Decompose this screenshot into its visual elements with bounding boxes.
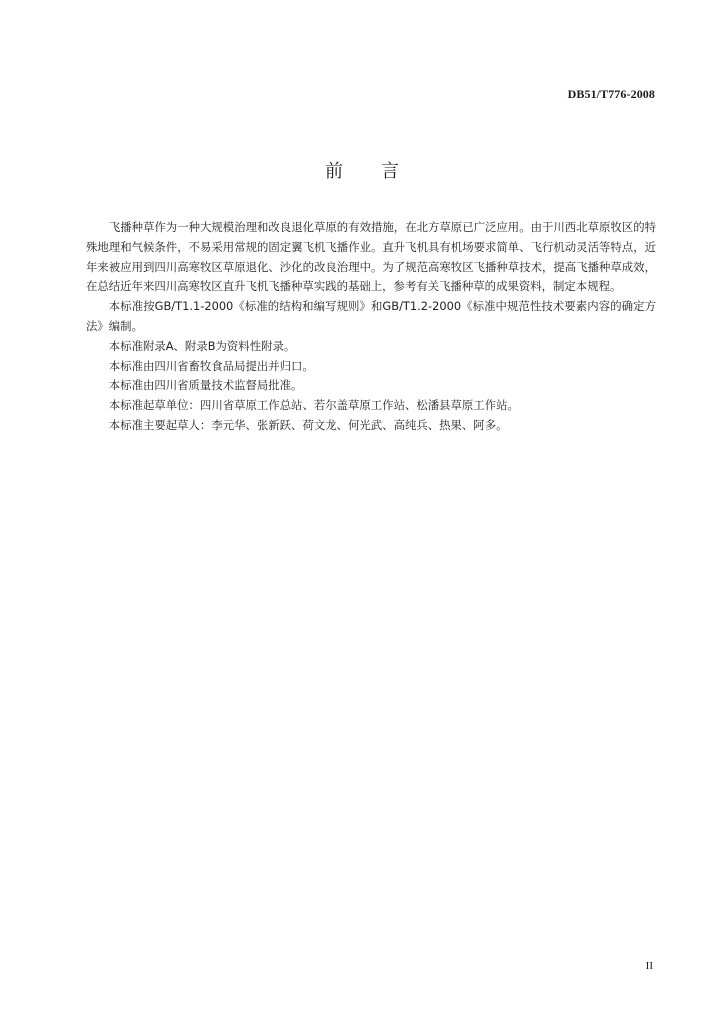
paragraph-appendix: 本标准附录A、附录B为资料性附录。 xyxy=(108,338,296,353)
paragraph-drafters: 本标准主要起草人：李元华、张新跃、荷文龙、何光武、高纯兵、热果、阿多。 xyxy=(108,417,508,432)
paragraph-drafting-units: 本标准起草单位：四川省草原工作总站、若尔盖草原工作站、松潘县草原工作站。 xyxy=(108,398,519,413)
paragraph-intro: 飞播种草作为一种大规模治理和改良退化草原的有效措施，在北方草原已广泛应用。由于川西北草原牧区的特殊地理和气候条件，不易采用常规的固定翼飞机飞播作业。直升飞机具有机场要求简单、飞行机动灵活等特点，近年来被应用到四川高寒牧区草原退化、沙化的改良治理中。为了规范高寒牧区飞播种草技术，提高飞播种草成效，在总结近年来四川高寒牧区直升飞机飞播种草实践的基础上，参考有关飞播种草的成果资料，制定本规程。 xyxy=(86,220,656,294)
standard-code: DB51/T776-2008 xyxy=(567,87,655,101)
paragraph-drafting-basis: 本标准按GB/T1.1-2000《标准的结构和编写规则》和GB/T1.2-2000《标准中规范性技术要素内容的确定方法》编制。 xyxy=(86,299,656,333)
paragraph-proposer: 本标准由四川省畜牧食品局提出并归口。 xyxy=(108,358,314,373)
page-number: II xyxy=(645,960,653,972)
page-title: 前言 xyxy=(325,161,437,182)
paragraph-approver: 本标准由四川省质量技术监督局批准。 xyxy=(108,378,303,393)
foreword-body xyxy=(86,218,656,436)
